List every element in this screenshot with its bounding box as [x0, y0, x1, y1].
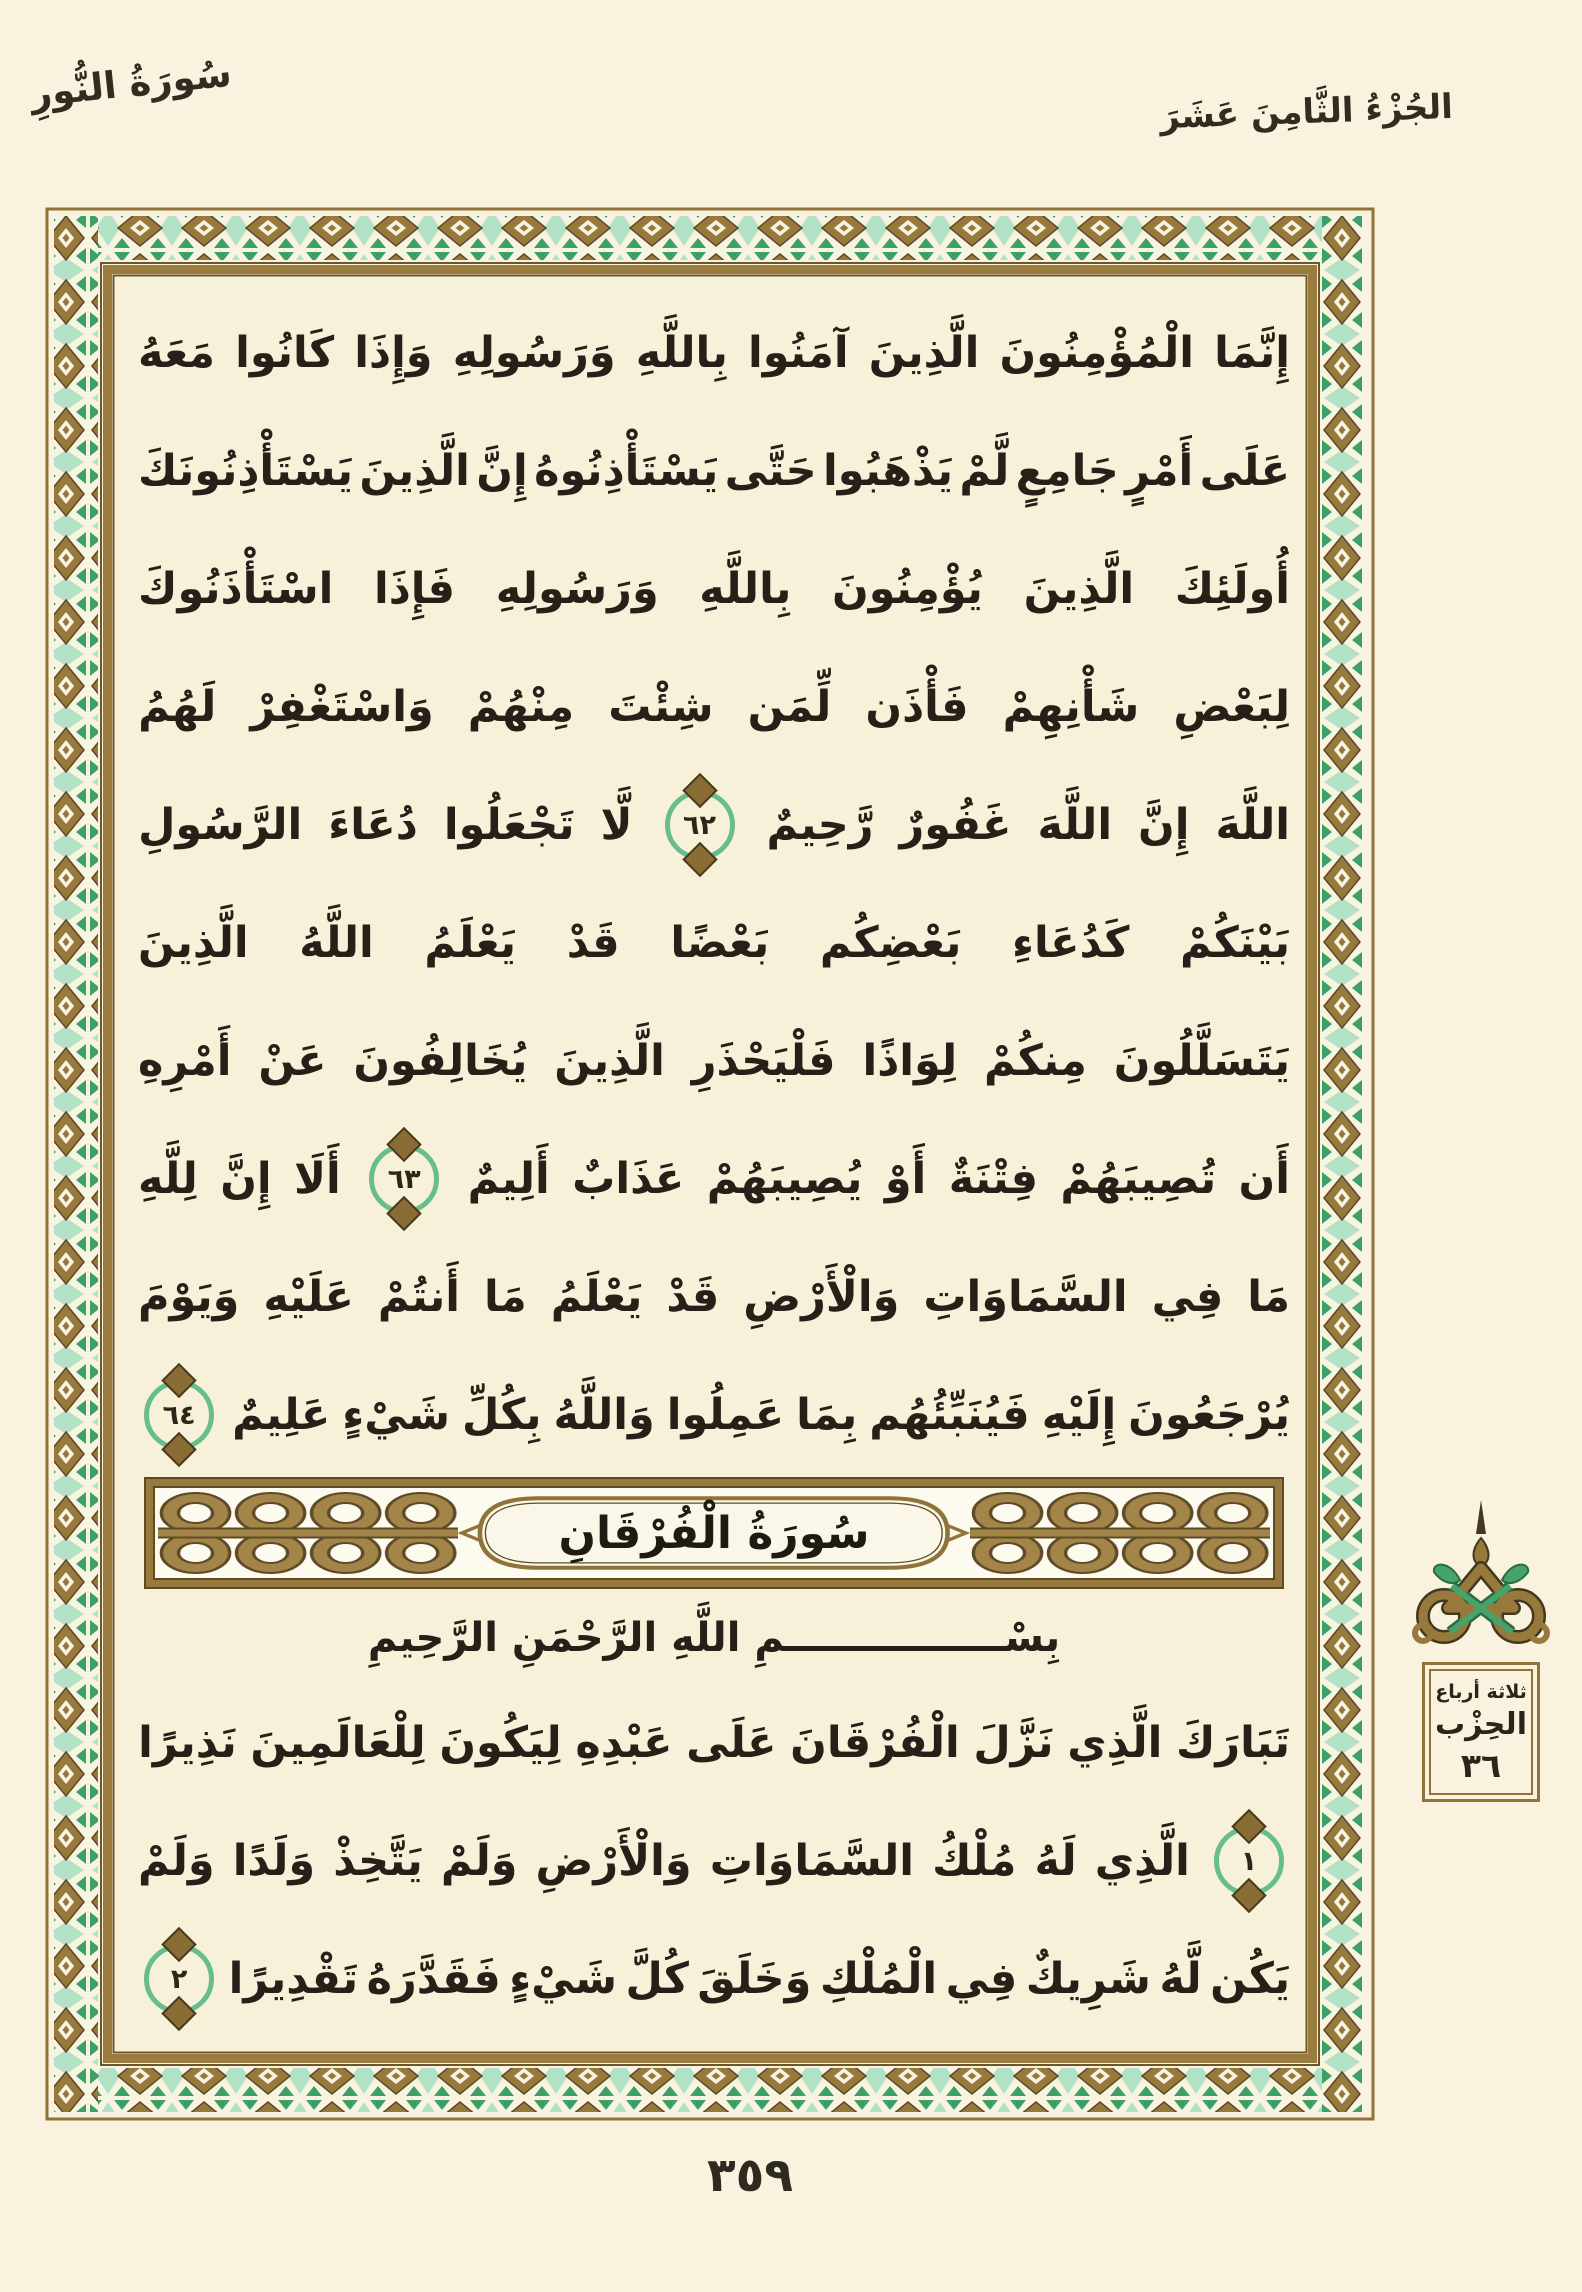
quran-word: شَيْءٍ	[342, 1389, 451, 1440]
quran-word: يَسْتَأْذِنُونَكَ	[138, 445, 354, 496]
quran-word: الَّذِي	[1094, 1835, 1190, 1886]
verse-marker-ornament	[144, 1380, 214, 1450]
quran-word: عَذَابٌ	[572, 1153, 685, 1204]
quran-word: أَلَا	[294, 1153, 341, 1204]
quran-word: لِلَّهِ	[138, 1153, 198, 1204]
quran-word: فَأْذَن	[865, 681, 969, 732]
quran-word: إِنَّمَا	[1214, 327, 1290, 378]
quran-word: لِيَكُونَ	[439, 1717, 562, 1768]
quran-word: السَّمَاوَاتِ	[709, 1835, 915, 1886]
quran-word: لَهُمُ	[138, 681, 217, 732]
quran-word: الْفُرْقَانَ	[790, 1717, 960, 1768]
quran-word: مِنْهُمْ	[467, 681, 575, 732]
quran-word: شَأْنِهِمْ	[1002, 681, 1140, 732]
quran-line	[138, 648, 1290, 766]
quran-word: وَلَدًا	[232, 1835, 316, 1886]
quran-word: مِنكُمْ	[983, 1035, 1087, 1086]
quran-word: وَالْأَرْضِ	[743, 1271, 900, 1322]
quran-word: وَإِذَا	[354, 327, 433, 378]
quran-word: بِاللَّهِ	[635, 327, 728, 378]
hizb-label-box	[1422, 1662, 1540, 1802]
quran-word: وَيَوْمَ	[138, 1271, 240, 1322]
verse-marker-ornament	[369, 1144, 439, 1214]
quran-word: أَمْرٍ	[1125, 445, 1194, 496]
quran-line	[138, 1802, 1290, 1920]
quran-word: اللَّهُ	[299, 917, 374, 968]
quran-word: اللَّهَ	[1215, 799, 1290, 850]
quran-word: الَّذِينَ	[359, 445, 470, 496]
quran-word: الْمُؤْمِنُونَ	[999, 327, 1194, 378]
surah-banner-cartouche	[458, 1491, 970, 1575]
quran-word: إِنَّ	[1138, 799, 1190, 850]
quran-word: عَلَيْهِ	[263, 1271, 354, 1322]
quran-line	[138, 1238, 1290, 1356]
verse-marker-ornament	[665, 790, 735, 860]
quran-word: حَتَّى	[724, 445, 817, 496]
quran-word: بِاللَّهِ	[699, 563, 792, 614]
quran-word: وَرَسُولِهِ	[495, 563, 659, 614]
hizb-margin-marker	[1402, 1498, 1560, 1802]
surah-banner	[144, 1477, 1284, 1589]
quran-word: الرَّسُولِ	[138, 799, 303, 850]
quran-line	[138, 294, 1290, 412]
surah-furqan-text-block	[138, 1684, 1290, 2038]
quran-word: يُخَالِفُونَ	[353, 1035, 528, 1086]
juz-header: الجُزْءُ الثَّامِنَ عَشَرَ	[1159, 86, 1454, 138]
verse-number: ٦٣	[387, 1163, 421, 1195]
hizb-label-box-inner	[1429, 1669, 1533, 1795]
quran-word: لِبَعْضِ	[1173, 681, 1290, 732]
quran-word: شَيْءٍ	[509, 1953, 617, 2004]
quran-word: وَالْأَرْضِ	[535, 1835, 692, 1886]
quran-line	[138, 412, 1290, 530]
quran-word: أَمْرِهِ	[138, 1035, 232, 1086]
page-number: ٣٥٩	[706, 2148, 794, 2203]
verse-number: ٦٤	[162, 1399, 196, 1431]
quran-word: فِي	[945, 1953, 1018, 2004]
quran-word: كَانُوا	[235, 327, 335, 378]
quran-word: إِلَيْهِ	[1041, 1389, 1117, 1440]
quran-word: غَفُورٌ	[899, 799, 1012, 850]
quran-word: لَّهُ	[1159, 1953, 1202, 2004]
quran-word: بِمَا	[796, 1389, 858, 1440]
quran-word: يَعْلَمُ	[550, 1271, 643, 1322]
quran-word: كُلَّ	[625, 1953, 689, 2004]
quran-word: تَبَارَكَ	[1175, 1717, 1290, 1768]
hizb-ornament-icon	[1406, 1498, 1556, 1656]
quran-word: نَزَّلَ	[973, 1717, 1054, 1768]
quran-word: يُرْجَعُونَ	[1128, 1389, 1290, 1440]
quran-word: يَعْلَمُ	[424, 917, 517, 968]
quran-word: الَّذِينَ	[554, 1035, 665, 1086]
quran-word: بِكُلِّ	[461, 1389, 542, 1440]
quran-word: كَدُعَاءِ	[1012, 917, 1130, 968]
quran-word: عَلَى	[1199, 445, 1290, 496]
quran-word: أَلِيمٌ	[467, 1153, 550, 1204]
quran-word: إِنَّ	[476, 445, 528, 496]
quran-word: بَعْضِكُم	[819, 917, 962, 968]
quran-word: يُصِيبَهُمْ	[706, 1153, 863, 1204]
verse-number: ١	[1240, 1845, 1258, 1877]
quran-line	[138, 1920, 1290, 2038]
quran-word: اسْتَأْذَنُوكَ	[138, 563, 334, 614]
quran-word: آمَنُوا	[748, 327, 849, 378]
banner-arabesque-right	[970, 1491, 1270, 1575]
quran-word: دُعَاءَ	[328, 799, 418, 850]
quran-word: يَكُن	[1210, 1953, 1290, 2004]
quran-word: عَنْ	[258, 1035, 327, 1086]
quran-word: قَدْ	[666, 1271, 720, 1322]
quran-word: فِتْنَةٌ	[948, 1153, 1039, 1204]
quran-word: عَلِيمٌ	[232, 1389, 331, 1440]
quran-word: وَلَمْ	[138, 1835, 215, 1886]
quran-word: لِّمَن	[747, 681, 832, 732]
quran-word: أَوْ	[884, 1153, 927, 1204]
quran-word: يَسْتَأْذِنُوهُ	[534, 445, 719, 496]
quran-word: اللَّهَ	[1037, 799, 1113, 850]
quran-word: فَيُنَبِّئُهُم	[869, 1389, 1030, 1440]
quran-word: مَا	[1247, 1271, 1290, 1322]
quran-word: وَاللَّهُ	[553, 1389, 655, 1440]
quran-word: مَعَهُ	[138, 327, 215, 378]
verse-marker-ornament	[144, 1944, 214, 2014]
quran-word: وَلَمْ	[440, 1835, 518, 1886]
verse-marker-ornament	[1214, 1826, 1284, 1896]
quran-word: عَبْدِهِ	[575, 1717, 673, 1768]
quran-word: نَذِيرًا	[138, 1717, 237, 1768]
quran-word: السَّمَاوَاتِ	[923, 1271, 1128, 1322]
quran-word: قَدْ	[566, 917, 620, 968]
quran-word: لِلْعَالَمِينَ	[250, 1717, 426, 1768]
quran-line	[138, 884, 1290, 1002]
verse-number: ٦٢	[683, 809, 716, 841]
quran-word: رَّحِيمٌ	[766, 799, 874, 850]
quran-line	[138, 1356, 1290, 1474]
quran-word: يَتَسَلَّلُونَ	[1113, 1035, 1290, 1086]
quran-word: الَّذِينَ	[1023, 563, 1135, 614]
quran-word: فَإِذَا	[373, 563, 456, 614]
quran-word: فِي	[1151, 1271, 1224, 1322]
quran-word: مُلْكُ	[932, 1835, 1017, 1886]
quran-line	[138, 766, 1290, 884]
surah-nur-text-block	[138, 294, 1290, 1474]
quran-word: جَامِعٍ	[1015, 445, 1119, 496]
quran-word: شِئْتَ	[608, 681, 714, 732]
quran-word: يَتَّخِذْ	[333, 1835, 423, 1886]
quran-word: فَقَدَّرَهُ	[366, 1953, 501, 2004]
banner-arabesque-left	[158, 1491, 458, 1575]
quran-word: أَنتُمْ	[377, 1271, 460, 1322]
surah-name-header: سُورَةُ النُّورِ	[28, 51, 234, 116]
bismillah-text: بِسْــــــــــــــــمِ اللَّهِ الرَّحْمَنِ الرَّحِيمِ	[367, 1615, 1061, 1661]
hizb-number: ٣٦	[1460, 1745, 1502, 1785]
quran-word: بَيْنَكُمْ	[1180, 917, 1290, 968]
quran-word: تُصِيبَهُمْ	[1060, 1153, 1217, 1204]
quran-word: الَّذِي	[1067, 1717, 1163, 1768]
quran-line	[138, 1684, 1290, 1802]
quran-word: يَذْهَبُوا	[822, 445, 954, 496]
quran-line	[138, 1120, 1290, 1238]
quran-word: تَجْعَلُوا	[443, 799, 575, 850]
quran-text-area	[118, 280, 1310, 2050]
quran-word: شَرِيكٌ	[1025, 1953, 1151, 2004]
quran-word: يُؤْمِنُونَ	[832, 563, 983, 614]
quran-word: عَمِلُوا	[666, 1389, 785, 1440]
quran-word: إِنَّ	[220, 1153, 272, 1204]
quran-word: الَّذِينَ	[868, 327, 980, 378]
quran-word: لَّا	[600, 799, 633, 850]
quran-word: وَرَسُولِهِ	[452, 327, 616, 378]
quran-word: عَلَى	[686, 1717, 777, 1768]
quran-word: مَا	[483, 1271, 527, 1322]
quran-word: لِوَاذًا	[862, 1035, 958, 1086]
quran-word: تَقْدِيرًا	[228, 1953, 359, 2004]
quran-word: الْمُلْكِ	[819, 1953, 938, 2004]
quran-word: بَعْضًا	[670, 917, 770, 968]
quran-word: أُولَئِكَ	[1174, 563, 1290, 614]
quran-word: أَن	[1238, 1153, 1290, 1204]
hizb-word-label: الحِزْب	[1435, 1706, 1527, 1742]
quran-line	[138, 530, 1290, 648]
hizb-fraction-label: ثلاثة أرباع	[1435, 1681, 1527, 1703]
surah-banner-title: سُورَةُ الْفُرْقَانِ	[558, 1507, 870, 1559]
quran-word: الَّذِينَ	[138, 917, 249, 968]
quran-word: فَلْيَحْذَرِ	[691, 1035, 836, 1086]
quran-word: وَاسْتَغْفِرْ	[250, 681, 434, 732]
quran-word: وَخَلَقَ	[697, 1953, 812, 2004]
quran-word: لَهُ	[1034, 1835, 1077, 1886]
verse-number: ٢	[170, 1963, 188, 1995]
quran-line	[138, 1002, 1290, 1120]
quran-word: لَّمْ	[959, 445, 1010, 496]
bismillah-row	[138, 1592, 1290, 1684]
